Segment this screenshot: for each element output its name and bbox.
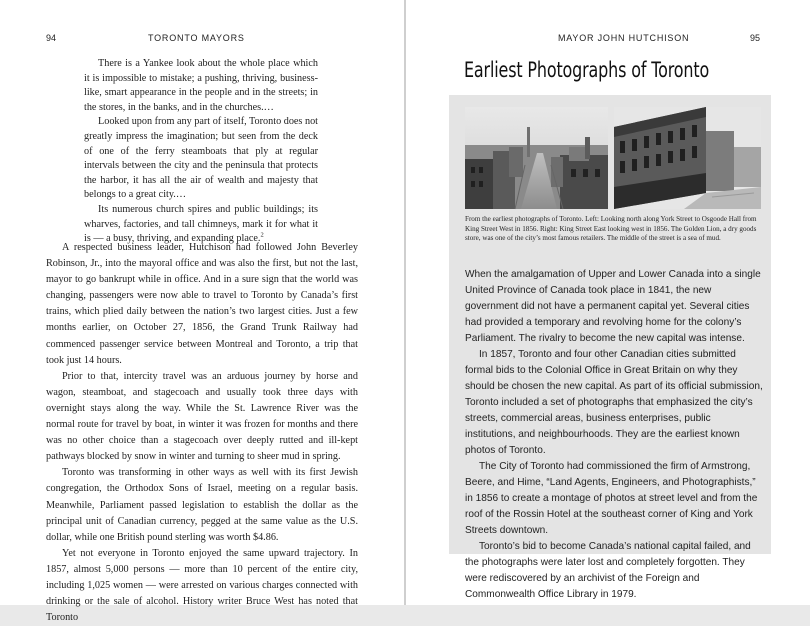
- sidebar-paragraph: In 1857, Toronto and four other Canadian cities submitted formal bids to the Colonial Office in Great Britain on why they should be chosen the new capital. As part of its official submission, Toronto included a set of photographs that emphasized the city’s streets, commercial areas, business enterprises, public institutions, and neighbourhoods. They are the earliest known photos of Toronto.: [465, 349, 763, 456]
- quote-paragraph-text: Its numerous church spires and public buildings; its wharves, factories, and tall chimneys, mark it for what it is — a busy, thriving, and expanding place.: [84, 203, 318, 245]
- sidebar-title: Earliest Photographs of Toronto: [464, 58, 710, 82]
- body-paragraph: Yet not everyone in Toronto enjoyed the same upward trajectory. In 1857, almost 5,000 persons — more than 10 percent of the entire city, including 1,025 women — were arrested on various charges connected with drinking or the sale of alcohol. History writer Bruce West has noted that Toronto: [46, 547, 358, 624]
- quote-paragraph: There is a Yankee look about the whole place which it is impossible to mistake; a pushing, thriving, business-like, smart appearance in the people and in the streets; in the stores, in the banks, and in the churches.…: [84, 58, 318, 113]
- block-quote: [84, 57, 318, 247]
- left-page: [0, 0, 404, 624]
- right-page: [406, 0, 810, 605]
- photo-caption: From the earliest photographs of Toronto. Left: Looking north along York Street to Osgoode Hall from King Street West in 1856. Right: King Street East looking west in 1856. The Golden Lion, a dry goods store, was one of the city’s most famous retailers. The middle of the street is a sea of mud.: [465, 215, 757, 243]
- body-paragraph: Prior to that, intercity travel was an arduous journey by horse and wagon, steamboat, and stagecoach and usually took three days with overnight stays along the way. While the St. Lawrence River was the normal route for travel by boat, in winter it was frozen for months and there was no other choice than a stagecoach over deeply rutted and ill-kept pathways blocked by snow in winter and turning to sheer mud in spring.: [46, 370, 358, 463]
- photo-york-street-image: [465, 107, 608, 209]
- body-paragraph: A respected business leader, Hutchison had followed John Beverley Robinson, Jr., into the mayoral office and was also the first, but not the last, mayor to go bankrupt while in office. And in a sure sign that the world was changing, passengers were now able to travel to Toronto by Canada’s first trains, which plied daily between the nation’s two largest cities. Just a few months earlier, on October 27, 1856, the Grand Trunk Railway had commenced passenger service between Montreal and Toronto, a trip that took just 14 hours.: [46, 242, 358, 366]
- running-head-right: MAYOR JOHN HUTCHISON: [558, 33, 690, 43]
- sidebar-paragraph: The City of Toronto had commissioned the firm of Armstrong, Beere, and Hime, “Land Agents, Engineers, and Photographists,” in 1856 to create a montage of photos at street level and from the roof of the Rossin Hotel at the southeast corner of King and York Streets downtown.: [465, 461, 758, 536]
- page-number-right: 95: [750, 33, 761, 43]
- sidebar-text: [465, 267, 763, 603]
- sidebar-paragraph: Toronto’s bid to become Canada’s national capital failed, and the photographs were later lost and completely forgotten. They were rediscovered by an archivist of the Foreign and Commonwealth Office Library in 1979.: [465, 541, 751, 600]
- body-paragraph: Toronto was transforming in other ways as well with its first Jewish congregation, the Orthodox Sons of Israel, meeting on a regular basis. Meanwhile, Parliament passed legislation to establish the dollar as the principal unit of Canadian currency, pegged at the same value as the U.S. dollar, while one British pound sterling was worth $4.86.: [46, 467, 358, 543]
- quote-paragraph: Looked upon from any part of itself, Toronto does not greatly impress the imagination; but seen from the deck of one of the ferry steamboats that ply at regular intervals between the city and the peninsula that protects the harbor, it has all the air of wealth and majesty that belongs to a great city.…: [84, 116, 318, 201]
- photo-king-street: [614, 107, 761, 209]
- photo-king-street-image: [614, 107, 761, 209]
- sidebar-paragraph: When the amalgamation of Upper and Lower Canada into a single United Province of Canada took place in 1841, the new government did not have a permanent capital yet. Several cities had provided a temporary and revolving home for the colony’s Parliament. The rivalry to become the new capital was intense.: [465, 269, 761, 344]
- footnote-mark: 2: [260, 231, 264, 239]
- body-text-left: [46, 240, 358, 626]
- photo-york-street: [465, 107, 608, 209]
- running-head-left: TORONTO MAYORS: [148, 33, 245, 43]
- page-number-left: 94: [46, 33, 57, 43]
- sidebar-box: [449, 95, 771, 600]
